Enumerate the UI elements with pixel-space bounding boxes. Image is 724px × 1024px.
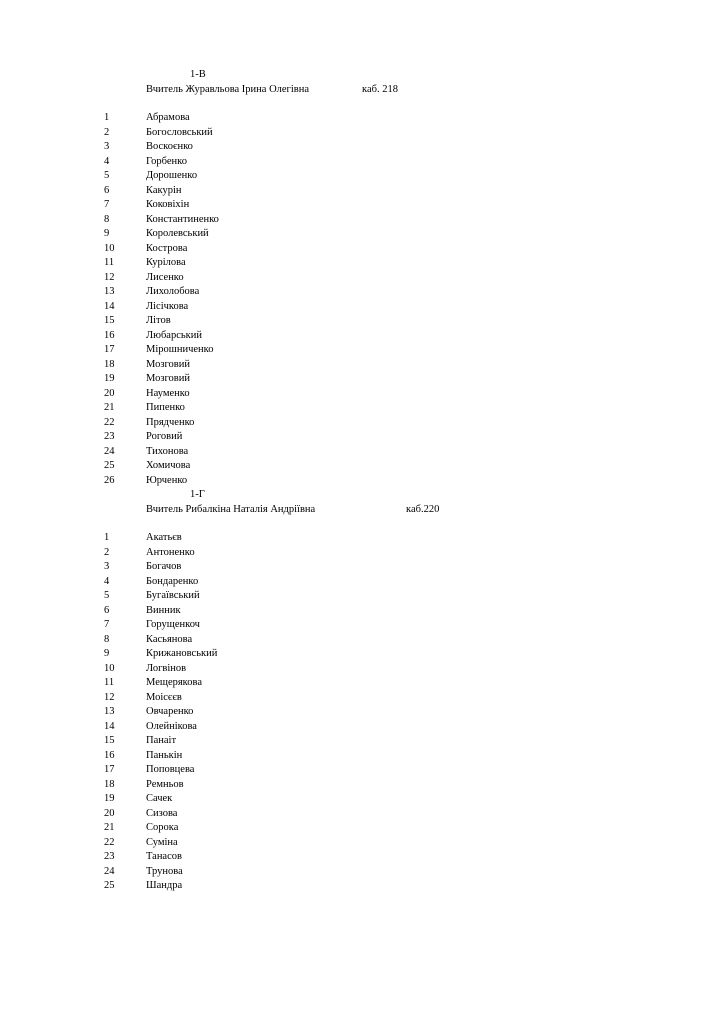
student-number: 18	[104, 778, 115, 790]
student-number: 18	[104, 358, 115, 370]
student-number: 14	[104, 720, 115, 732]
student-number: 1	[104, 112, 110, 123]
student-number: 6	[104, 604, 110, 616]
student-number: 21	[104, 822, 115, 833]
student-number: 12	[104, 271, 115, 283]
student-surname: Кострова	[146, 242, 188, 254]
student-surname: Бугаївський	[146, 590, 200, 601]
student-surname: Овчаренко	[146, 706, 194, 717]
student-surname: Лихолобова	[146, 286, 200, 297]
class-title: 1-В	[190, 69, 206, 80]
student-number: 14	[104, 300, 115, 312]
student-surname: Літов	[146, 315, 171, 326]
student-number: 16	[104, 749, 115, 761]
student-number: 2	[104, 126, 110, 138]
student-surname: Акатьєв	[146, 532, 182, 543]
student-number: 12	[104, 691, 115, 703]
student-number: 15	[104, 735, 115, 746]
student-surname: Панькін	[146, 749, 183, 761]
student-number: 8	[104, 633, 110, 645]
student-number: 26	[104, 474, 115, 486]
student-number: 22	[104, 416, 115, 428]
student-surname: Антоненко	[146, 546, 195, 558]
student-number: 3	[104, 141, 110, 152]
student-number: 7	[104, 619, 110, 630]
student-surname: Сачек	[146, 793, 173, 804]
student-number: 22	[104, 836, 115, 848]
student-surname: Винник	[146, 604, 181, 616]
student-surname: Хомичова	[146, 460, 191, 471]
student-surname: Прядченко	[146, 416, 195, 428]
student-number: 17	[104, 764, 115, 775]
student-surname: Константиненко	[146, 213, 219, 225]
student-number: 10	[104, 242, 115, 254]
student-number: 4	[104, 575, 110, 587]
student-surname: Шандра	[146, 880, 183, 891]
student-surname: Логвінов	[146, 662, 187, 674]
student-number: 8	[104, 213, 110, 225]
student-surname: Абрамова	[146, 112, 190, 123]
class-title: 1-Г	[190, 489, 205, 500]
room-number: каб. 218	[362, 84, 398, 95]
student-number: 5	[104, 590, 110, 601]
student-number: 15	[104, 315, 115, 326]
teacher-name: Вчитель Журавльова Ірина Олегівна	[146, 84, 310, 95]
student-number: 4	[104, 155, 110, 167]
student-surname: Какурін	[146, 184, 182, 196]
student-surname: Лисенко	[146, 271, 184, 283]
student-number: 20	[104, 807, 115, 819]
student-number: 23	[104, 851, 115, 862]
student-surname: Касьянова	[146, 633, 193, 645]
student-number: 20	[104, 387, 115, 399]
student-surname: Поповцева	[146, 764, 195, 775]
student-surname: Панаіт	[146, 735, 177, 746]
student-surname: Горбенко	[146, 155, 187, 167]
student-number: 21	[104, 402, 115, 413]
student-number: 16	[104, 329, 115, 341]
student-surname: Богачов	[146, 561, 182, 572]
student-surname: Бондаренко	[146, 575, 199, 587]
student-number: 10	[104, 662, 115, 674]
student-number: 5	[104, 170, 110, 181]
student-surname: Любарський	[146, 329, 203, 341]
student-number: 25	[104, 460, 115, 471]
student-surname: Лісічкова	[146, 300, 189, 312]
student-number: 19	[104, 373, 115, 384]
student-surname: Мещерякова	[146, 677, 202, 688]
student-number: 25	[104, 880, 115, 891]
student-surname: Сизова	[146, 807, 178, 819]
student-surname: Мозговий	[146, 358, 190, 370]
student-surname: Мозговий	[146, 373, 190, 384]
student-surname: Курілова	[146, 257, 186, 268]
student-surname: Ремньов	[146, 778, 184, 790]
student-number: 24	[104, 445, 115, 457]
student-surname: Воскоєнко	[146, 141, 193, 152]
student-number: 6	[104, 184, 110, 196]
student-surname: Сорока	[146, 822, 179, 833]
room-number: каб.220	[406, 504, 440, 515]
student-number: 13	[104, 286, 115, 297]
student-number: 11	[104, 257, 115, 268]
student-surname: Коковіхін	[146, 199, 190, 210]
student-surname: Юрченко	[146, 474, 188, 486]
student-surname: Моісєєв	[146, 691, 182, 703]
student-number: 17	[104, 344, 115, 355]
student-number: 19	[104, 793, 115, 804]
student-number: 1	[104, 532, 110, 543]
student-surname: Горущенкоч	[146, 619, 200, 630]
student-number: 11	[104, 677, 115, 688]
student-surname: Роговий	[146, 431, 183, 442]
student-number: 2	[104, 546, 110, 558]
student-surname: Крижановський	[146, 648, 218, 659]
student-surname: Танасов	[146, 851, 182, 862]
student-surname: Науменко	[146, 387, 190, 399]
student-number: 9	[104, 648, 110, 659]
student-surname: Пипенко	[146, 402, 185, 413]
student-number: 9	[104, 228, 110, 239]
student-surname: Суміна	[146, 836, 178, 848]
student-number: 7	[104, 199, 110, 210]
student-surname: Королевський	[146, 228, 209, 239]
student-number: 24	[104, 865, 115, 877]
student-surname: Олейнікова	[146, 720, 197, 732]
student-number: 3	[104, 561, 110, 572]
student-number: 23	[104, 431, 115, 442]
teacher-name: Вчитель Рибалкіна Наталія Андріївна	[146, 504, 316, 515]
student-surname: Тихонова	[146, 445, 189, 457]
student-surname: Трунова	[146, 865, 183, 877]
student-surname: Мірошниченко	[146, 344, 214, 355]
student-number: 13	[104, 706, 115, 717]
student-surname: Дорошенко	[146, 170, 198, 181]
student-surname: Богословський	[146, 126, 213, 138]
